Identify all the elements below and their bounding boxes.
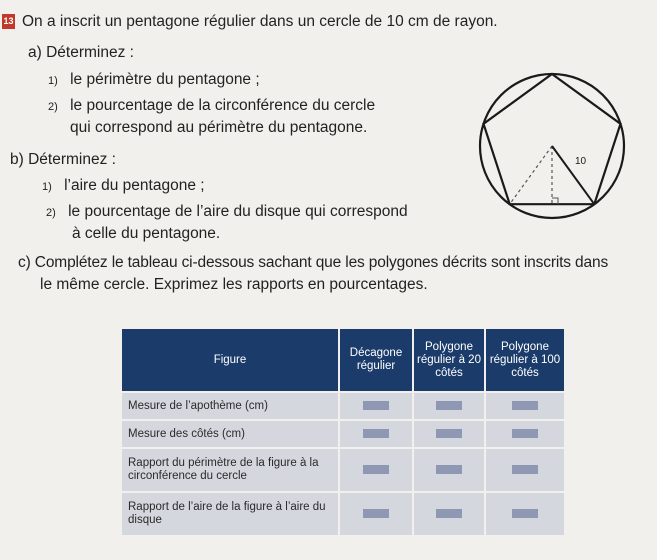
table-row bbox=[121, 420, 565, 448]
blank-placeholder bbox=[363, 465, 389, 474]
header-polygon-20: Polygone régulier à 20 côtés bbox=[413, 328, 485, 392]
header-figure: Figure bbox=[121, 328, 339, 392]
row-label: Mesure de l’apothème (cm) bbox=[121, 392, 339, 420]
answer-cell[interactable] bbox=[339, 392, 413, 420]
blank-placeholder bbox=[363, 509, 389, 518]
row-label: Mesure des côtés (cm) bbox=[121, 420, 339, 448]
part-a-title: Déterminez : bbox=[46, 44, 134, 61]
part-c-label: c) bbox=[18, 254, 31, 271]
blank-placeholder bbox=[512, 429, 538, 438]
item-number: 2) bbox=[46, 207, 56, 219]
header-polygon-100: Polygone régulier à 100 côtés bbox=[485, 328, 565, 392]
row-label: Rapport de l’aire de la figure à l’aire du disque bbox=[121, 492, 339, 536]
blank-placeholder bbox=[363, 401, 389, 410]
answer-cell[interactable] bbox=[485, 492, 565, 536]
table-row bbox=[121, 392, 565, 420]
item-text: le périmètre du pentagone ; bbox=[70, 71, 260, 88]
radius-label: 10 bbox=[575, 156, 587, 167]
header-decagon: Décagone régulier bbox=[339, 328, 413, 392]
completion-table bbox=[120, 327, 566, 537]
blank-placeholder bbox=[512, 509, 538, 518]
part-a-heading bbox=[28, 43, 134, 62]
answer-cell[interactable] bbox=[485, 448, 565, 492]
part-c-text: Complétez le tableau ci-dessous sachant que les polygones décrits sont inscrits dans bbox=[34, 254, 609, 271]
answer-cell[interactable] bbox=[413, 392, 485, 420]
answer-cell[interactable] bbox=[413, 492, 485, 536]
answer-cell[interactable] bbox=[413, 420, 485, 448]
blank-placeholder bbox=[436, 465, 462, 474]
exercise-number: 13 bbox=[2, 14, 15, 29]
part-c-line-1 bbox=[18, 253, 608, 272]
item-number: 1) bbox=[48, 75, 58, 87]
answer-cell[interactable] bbox=[339, 492, 413, 536]
item-number: 2) bbox=[48, 101, 58, 113]
answer-cell[interactable] bbox=[339, 420, 413, 448]
blank-placeholder bbox=[436, 509, 462, 518]
part-b-title: Déterminez : bbox=[28, 151, 116, 168]
part-b-heading bbox=[10, 150, 116, 169]
blank-placeholder bbox=[363, 429, 389, 438]
part-b-item-1 bbox=[42, 176, 205, 197]
part-a-item-1 bbox=[48, 70, 260, 91]
exercise-intro: On a inscrit un pentagone régulier dans un cercle de 10 cm de rayon. bbox=[22, 13, 498, 30]
row-label: Rapport du périmètre de la figure à la circonférence du cercle bbox=[121, 448, 339, 492]
blank-placeholder bbox=[512, 401, 538, 410]
blank-placeholder bbox=[436, 429, 462, 438]
blank-placeholder bbox=[436, 401, 462, 410]
table-row bbox=[121, 492, 565, 536]
part-b-item-2-cont: à celle du pentagone. bbox=[72, 225, 221, 242]
item-text: le pourcentage de la circonférence du cercle bbox=[70, 97, 376, 114]
answer-cell[interactable] bbox=[485, 392, 565, 420]
blank-placeholder bbox=[512, 465, 538, 474]
part-b-label: b) bbox=[10, 151, 24, 168]
table-row bbox=[121, 448, 565, 492]
pentagon-in-circle-figure bbox=[476, 66, 636, 226]
answer-cell[interactable] bbox=[339, 448, 413, 492]
part-a-item-2-cont: qui correspond au périmètre du pentagone. bbox=[70, 119, 368, 136]
part-c-line-2: le même cercle. Exprimez les rapports en pourcentages. bbox=[40, 276, 428, 293]
item-text: l’aire du pentagone ; bbox=[64, 177, 205, 194]
radius-dashed-line bbox=[510, 146, 552, 204]
answer-cell[interactable] bbox=[485, 420, 565, 448]
part-a-label: a) bbox=[28, 44, 42, 61]
part-a-item-2 bbox=[48, 96, 375, 117]
answer-cell[interactable] bbox=[413, 448, 485, 492]
radius-line bbox=[552, 146, 594, 204]
part-b-item-2 bbox=[46, 202, 408, 223]
item-number: 1) bbox=[42, 181, 52, 193]
item-text: le pourcentage de l’aire du disque qui correspond bbox=[68, 203, 408, 220]
